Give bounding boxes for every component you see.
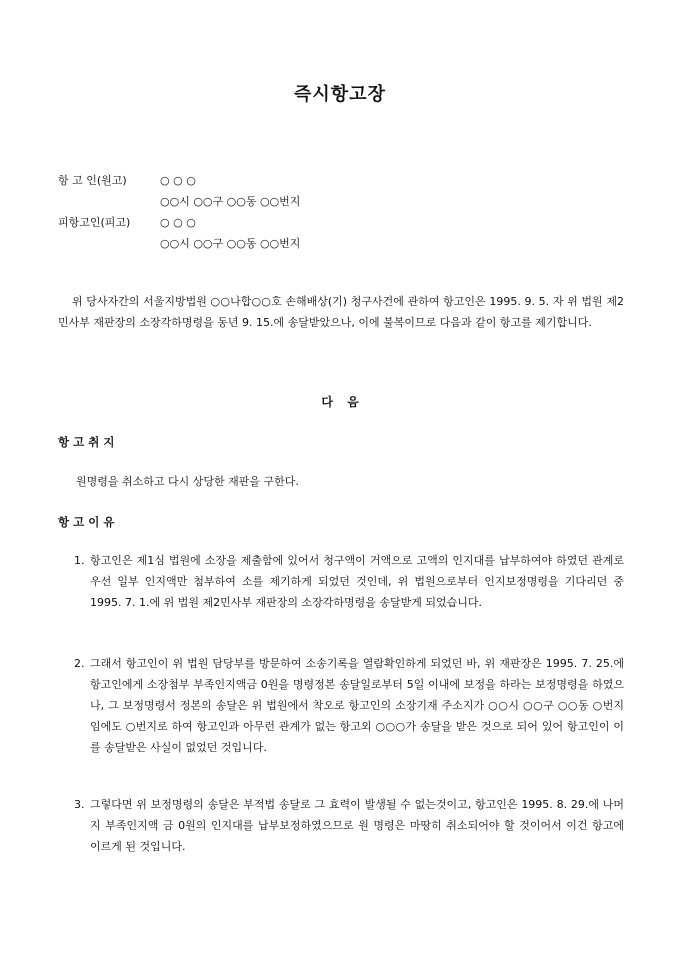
reason-item-1 xyxy=(74,550,624,613)
reason-number: 3. xyxy=(74,798,85,811)
reason-number: 1. xyxy=(74,554,85,567)
document-title: 즉시항고장 xyxy=(294,84,386,105)
reason-text: 그래서 항고인이 위 법원 담당부를 방문하여 소송기록을 열람확인하게 되었던 바, 위 재판장은 1995. 7. 25.에 항고인에게 소장첨부 부족인지액금 0원을 명령정본 송달일로부터 5일 이내에 보정을 하라는 보정명령을 하였으나, 그 보정명령서 정본의 송달은 위 법원에서 착오로 항고인의 소장기재 주소지가 ○○시 ○○구 ○○동 ○번지 임에도 ○번지로 하여 항고인과 아무런 관계가 없는 항고외 ○○○가 송달을 받은 것으로 되어 있어 항고인이 이를 송달받은 사실이 없었던 것입니다. xyxy=(90,657,624,754)
reason-text: 항고인은 제1심 법원에 소장을 제출함에 있어서 청구액이 거액으로 고액의 인지대를 납부하여야 하였던 관계로 우선 일부 인지액만 첨부하여 소를 제기하게 되었던 것인데, 위 법원으로부터 인지보정명령을 기다리던 중 1995. 7. 1.에 위 법원 제2민사부 재판장의 소장각하명령을 송달받게 되었습니다. xyxy=(90,554,624,609)
intro-paragraph: 위 당사자간의 서울지방법원 ○○나합○○호 손해배상(기) 청구사건에 관하여 항고인은 1995. 9. 5. 자 위 법원 제2민사부 재판장의 소장각하명령을 동년 9. 15.에 송달받았으나, 이에 불복이므로 다음과 같이 항고를 제기합니다. xyxy=(58,295,624,329)
reason-text: 그렇다면 위 보정명령의 송달은 부적법 송달로 그 효력이 발생될 수 없는것이고, 항고인은 1995. 8. 29.에 나머지 부족인지액 금 0원의 인지대를 납부보정하였으므로 원 명령은 마땅히 취소되어야 할 것이어서 이건 항고에 이르게 된 것입니다. xyxy=(90,798,624,853)
party-label: 항 고 인(원고) xyxy=(58,174,127,187)
purpose-heading: 항 고 취 지 xyxy=(58,435,115,449)
party-appellant xyxy=(58,170,638,212)
party-address: ○○시 ○○구 ○○동 ○○번지 xyxy=(160,195,301,208)
reason-heading: 항 고 이 유 xyxy=(58,515,115,529)
reason-item-3 xyxy=(74,794,624,857)
party-name: ○ ○ ○ xyxy=(160,174,196,187)
purpose-text: 원명령을 취소하고 다시 상당한 재판을 구한다. xyxy=(76,475,299,488)
reason-item-2 xyxy=(74,653,624,758)
reason-number: 2. xyxy=(74,657,85,670)
party-address: ○○시 ○○구 ○○동 ○○번지 xyxy=(160,237,301,250)
center-heading: 다 음 xyxy=(321,395,359,409)
party-name: ○ ○ ○ xyxy=(160,216,196,229)
party-label: 피항고인(피고) xyxy=(58,216,131,229)
party-appellee xyxy=(58,212,638,254)
